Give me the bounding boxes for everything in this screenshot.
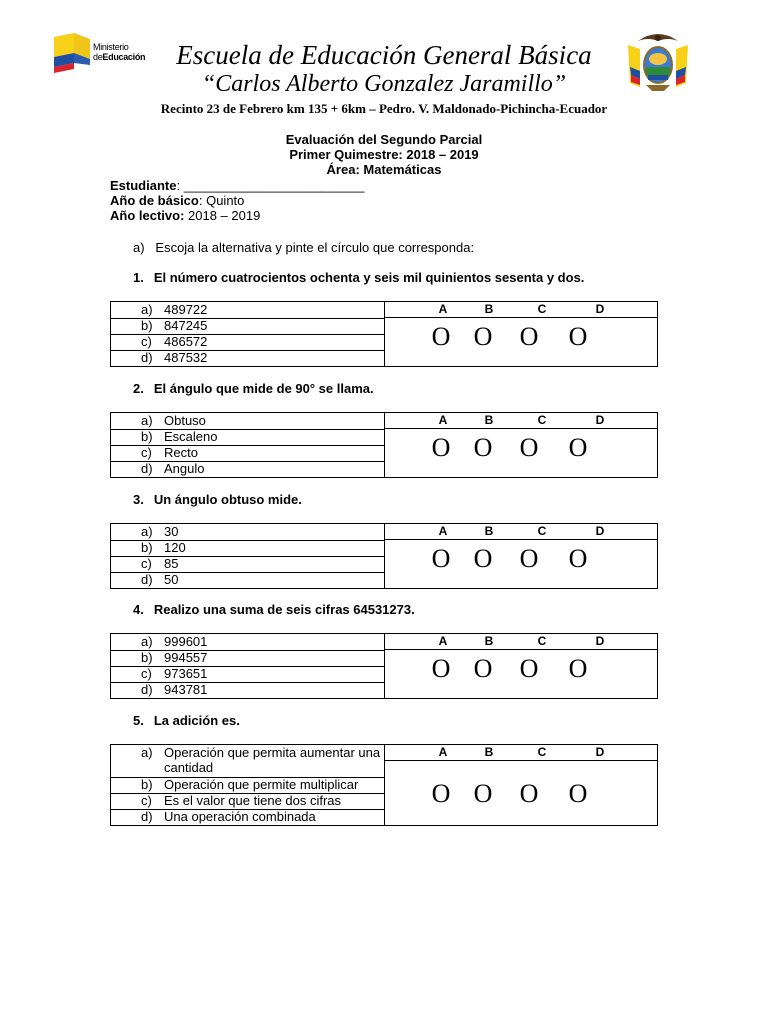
- option-letter: d): [141, 682, 153, 697]
- column-divider: [384, 524, 385, 588]
- option-letter: d): [141, 350, 153, 365]
- header-divider: [385, 317, 657, 318]
- header-divider: [385, 539, 657, 540]
- answer-header-c: C: [537, 413, 547, 427]
- option-letter: a): [141, 302, 153, 317]
- answer-bubble-a[interactable]: O: [431, 779, 451, 808]
- answer-bubble-c[interactable]: O: [519, 544, 539, 573]
- answer-bubble-b[interactable]: O: [473, 433, 493, 462]
- answer-header-b: B: [484, 413, 494, 427]
- option-letter: c): [141, 793, 152, 808]
- question-4: [133, 602, 415, 617]
- answer-bubble-c[interactable]: O: [519, 654, 539, 683]
- option-text: 487532: [164, 350, 208, 365]
- option-row: [111, 793, 385, 809]
- column-divider: [384, 302, 385, 366]
- answer-bubble-b[interactable]: O: [473, 779, 493, 808]
- answer-header-b: B: [484, 745, 494, 759]
- answer-table: [110, 633, 658, 699]
- option-letter: b): [141, 650, 153, 665]
- option-row: [111, 572, 385, 588]
- option-letter: b): [141, 318, 153, 333]
- answer-bubble-a[interactable]: O: [431, 544, 451, 573]
- answer-header-c: C: [537, 524, 547, 538]
- option-text: Angulo: [164, 461, 205, 476]
- question-3: [133, 492, 302, 507]
- answer-bubble-b[interactable]: O: [473, 654, 493, 683]
- answer-bubble-a[interactable]: O: [431, 654, 451, 683]
- option-text: 943781: [164, 682, 208, 697]
- option-text: 973651: [164, 666, 208, 681]
- option-text: Es el valor que tiene dos cifras: [164, 793, 342, 808]
- option-letter: c): [141, 445, 152, 460]
- instruction: a) Escoja la alternativa y pinte el círculo que corresponda:: [133, 240, 475, 255]
- answer-header-c: C: [537, 302, 547, 316]
- column-divider: [384, 634, 385, 698]
- column-divider: [384, 413, 385, 477]
- option-text: 50: [164, 572, 179, 587]
- option-text: Obtuso: [164, 413, 206, 428]
- option-letter: a): [141, 634, 153, 649]
- option-row: [111, 445, 385, 461]
- answer-bubble-b[interactable]: O: [473, 544, 493, 573]
- school-year-line: [110, 208, 260, 223]
- option-row: [111, 556, 385, 572]
- option-letter: b): [141, 429, 153, 444]
- option-text: 486572: [164, 334, 208, 349]
- question-number: 2.: [133, 381, 144, 396]
- answer-header-d: D: [595, 413, 605, 427]
- option-row: [111, 461, 385, 477]
- answer-bubble-b[interactable]: O: [473, 322, 493, 351]
- option-row: [111, 650, 385, 666]
- option-row: [111, 524, 385, 540]
- option-row: [111, 540, 385, 556]
- option-row: [111, 413, 385, 429]
- answer-header-a: A: [438, 302, 448, 316]
- option-row: [111, 809, 385, 825]
- answer-header-b: B: [484, 302, 494, 316]
- option-row: [111, 350, 385, 366]
- option-row: [111, 318, 385, 334]
- answer-header-c: C: [537, 634, 547, 648]
- school-name: Escuela de Educación General Básica: [176, 40, 592, 70]
- answer-header-d: D: [595, 302, 605, 316]
- answer-bubble-c[interactable]: O: [519, 433, 539, 462]
- option-text: 120: [164, 540, 186, 555]
- option-letter: b): [141, 540, 153, 555]
- question-number: 5.: [133, 713, 144, 728]
- ministry-line-2: de: [93, 52, 103, 62]
- answer-header-d: D: [595, 524, 605, 538]
- option-text: 994557: [164, 650, 208, 665]
- answer-table: [110, 523, 658, 589]
- answer-bubble-d[interactable]: O: [568, 779, 588, 808]
- evaluation-area: Área: Matemáticas: [326, 162, 442, 177]
- answer-header-a: A: [438, 413, 448, 427]
- answer-table: [110, 301, 658, 367]
- evaluation-term: Primer Quimestre: 2018 – 2019: [289, 147, 479, 162]
- option-text: Escaleno: [164, 429, 218, 444]
- option-text: 999601: [164, 634, 208, 649]
- question-1: [133, 270, 584, 285]
- option-text: Una operación combinada: [164, 809, 316, 824]
- option-letter: d): [141, 809, 153, 824]
- answer-header-b: B: [484, 634, 494, 648]
- answer-header-d: D: [595, 745, 605, 759]
- option-row: [111, 666, 385, 682]
- school-year-value: 2018 – 2019: [184, 208, 261, 223]
- column-divider: [384, 745, 385, 825]
- option-text: Operación que permita aumentar una cantidad: [164, 745, 381, 775]
- option-row: [111, 777, 385, 793]
- option-letter: c): [141, 334, 152, 349]
- student-name-blank: : _________________________: [176, 178, 365, 193]
- answer-bubble-d[interactable]: O: [568, 433, 588, 462]
- student-label: Estudiante: [110, 178, 177, 193]
- option-text: 489722: [164, 302, 208, 317]
- school-honoree: “Carlos Alberto Gonzalez Jaramillo”: [201, 71, 567, 97]
- answer-bubble-c[interactable]: O: [519, 322, 539, 351]
- option-text: 85: [164, 556, 179, 571]
- answer-bubble-c[interactable]: O: [519, 779, 539, 808]
- option-text: Recto: [164, 445, 198, 460]
- answer-bubble-a[interactable]: O: [431, 433, 451, 462]
- ministry-line-1: Ministerio: [93, 42, 129, 52]
- answer-header-c: C: [537, 745, 547, 759]
- answer-bubble-d[interactable]: O: [568, 322, 588, 351]
- option-row: [111, 334, 385, 350]
- question-5: [133, 713, 240, 728]
- answer-header-b: B: [484, 524, 494, 538]
- answer-table: [110, 412, 658, 478]
- question-text: Realizo una suma de seis cifras 64531273.: [153, 602, 415, 617]
- evaluation-title: Evaluación del Segundo Parcial: [285, 132, 483, 147]
- grade-line: [110, 193, 244, 208]
- ministry-line-3: Educación: [102, 52, 146, 62]
- question-number: 3.: [133, 492, 144, 507]
- question-number: 1.: [133, 270, 144, 285]
- question-text: La adición es.: [153, 713, 240, 728]
- answer-bubble-d[interactable]: O: [568, 544, 588, 573]
- header-divider: [385, 428, 657, 429]
- option-row: [111, 682, 385, 698]
- answer-bubble-d[interactable]: O: [568, 654, 588, 683]
- option-letter: a): [141, 413, 153, 428]
- answer-bubble-a[interactable]: O: [431, 322, 451, 351]
- student-line: [110, 178, 364, 193]
- option-row: [111, 429, 385, 445]
- option-text: 30: [164, 524, 179, 539]
- school-address: Recinto 23 de Febrero km 135 + 6km – Pedro. V. Maldonado-Pichincha-Ecuador: [160, 101, 608, 116]
- option-letter: d): [141, 572, 153, 587]
- option-letter: a): [141, 524, 153, 539]
- grade-value: : Quinto: [198, 193, 245, 208]
- question-2: [133, 381, 374, 396]
- option-text: 847245: [164, 318, 208, 333]
- question-number: 4.: [133, 602, 144, 617]
- question-text: El ángulo que mide de 90° se llama.: [153, 381, 374, 396]
- header-divider: [385, 649, 657, 650]
- question-text: El número cuatrocientos ochenta y seis mil quinientos sesenta y dos.: [153, 270, 585, 285]
- option-letter: b): [141, 777, 153, 792]
- option-row: [111, 745, 385, 777]
- question-text: Un ángulo obtuso mide.: [153, 492, 302, 507]
- option-letter: c): [141, 556, 152, 571]
- option-letter: a): [141, 745, 153, 760]
- header-divider: [385, 760, 657, 761]
- answer-header-a: A: [438, 634, 448, 648]
- option-letter: c): [141, 666, 152, 681]
- option-letter: d): [141, 461, 153, 476]
- option-row: [111, 634, 385, 650]
- answer-header-a: A: [438, 524, 448, 538]
- school-year-label: Año lectivo:: [110, 208, 185, 223]
- answer-header-d: D: [595, 634, 605, 648]
- answer-table: [110, 744, 658, 826]
- grade-label: Año de básico: [110, 193, 199, 208]
- answer-header-a: A: [438, 745, 448, 759]
- option-row: [111, 302, 385, 318]
- option-text: Operación que permite multiplicar: [164, 777, 359, 792]
